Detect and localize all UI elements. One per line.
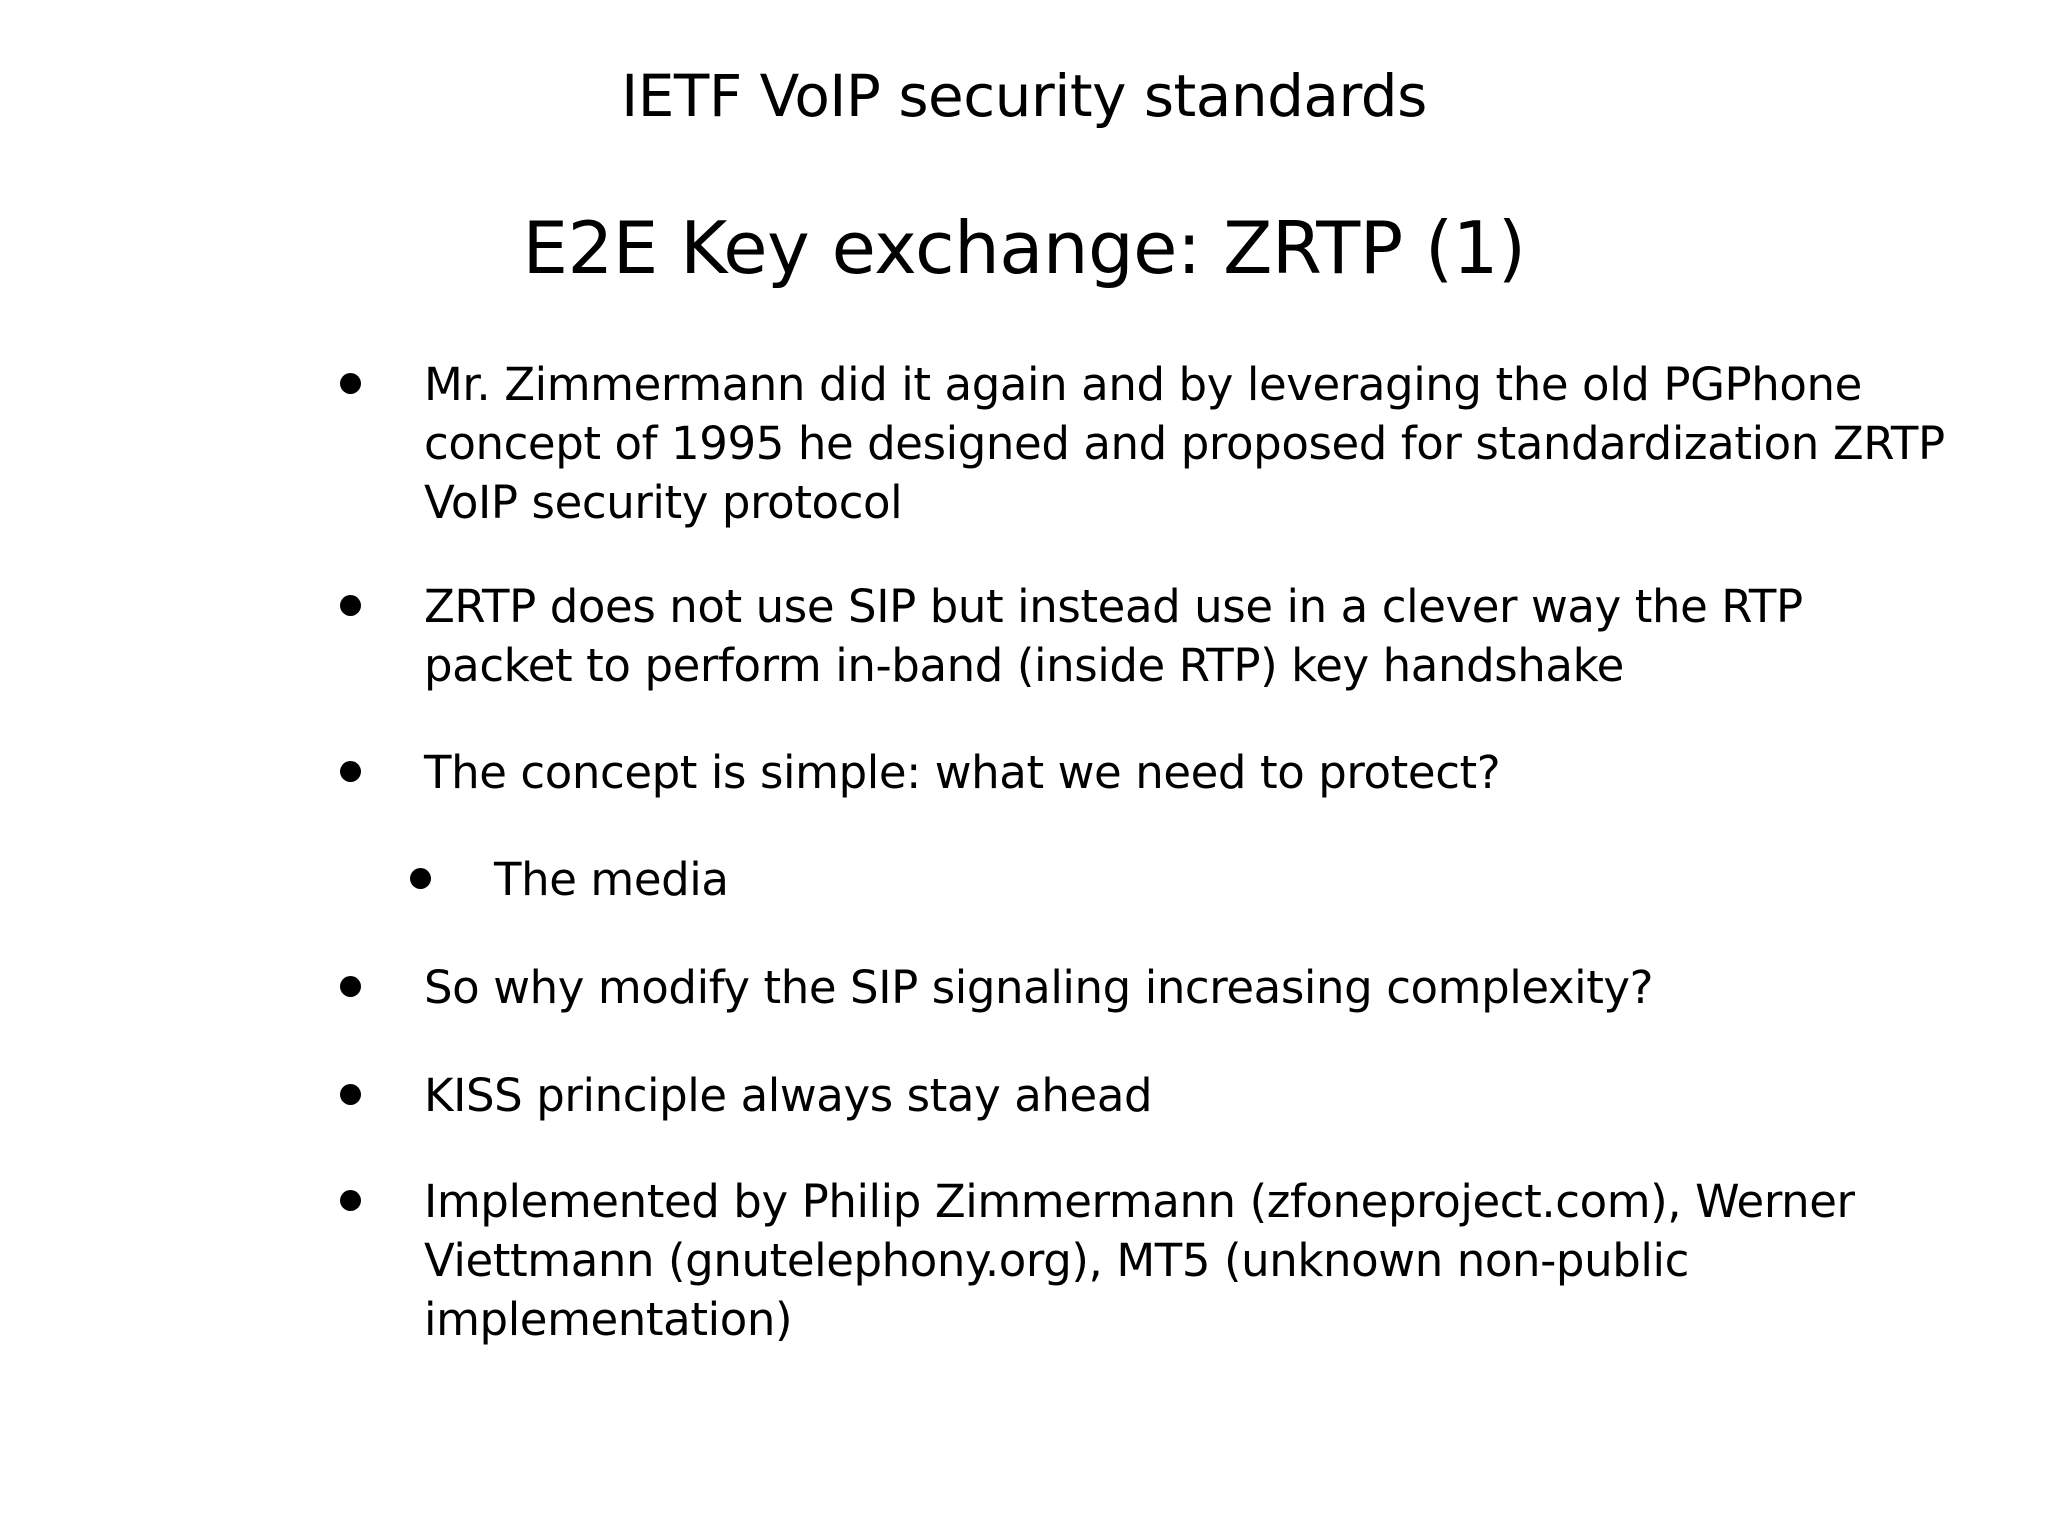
slide-header: IETF VoIP security standards <box>621 62 1427 130</box>
bullet-dot <box>340 976 361 997</box>
bullet-text: Implemented by Philip Zimmermann (zfoneproject.com), Werner Viettmann (gnutelephony.org), MT5 (unknown non-public implementation) <box>424 1175 1855 1346</box>
bullet-dot <box>340 1084 361 1105</box>
bullet-dot <box>340 1190 361 1211</box>
bullet-text: KISS principle always stay ahead <box>424 1069 1153 1122</box>
bullet-dot <box>340 761 361 782</box>
bullet-text: ZRTP does not use SIP but instead use in a clever way the RTP packet to perform in-band (inside RTP) key handshake <box>424 580 1803 692</box>
bullet-text: The media <box>494 853 729 906</box>
bullet-text: Mr. Zimmermann did it again and by leveraging the old PGPhone concept of 1995 he designed and proposed for standardization ZRTP VoIP security protocol <box>424 358 1945 529</box>
bullet-dot <box>340 373 361 394</box>
bullet-dot <box>340 595 361 616</box>
slide-title: E2E Key exchange: ZRTP (1) <box>522 206 1526 290</box>
bullet-dot <box>410 868 431 889</box>
bullet-text: So why modify the SIP signaling increasing complexity? <box>424 961 1654 1014</box>
bullet-text: The concept is simple: what we need to protect? <box>424 746 1501 799</box>
